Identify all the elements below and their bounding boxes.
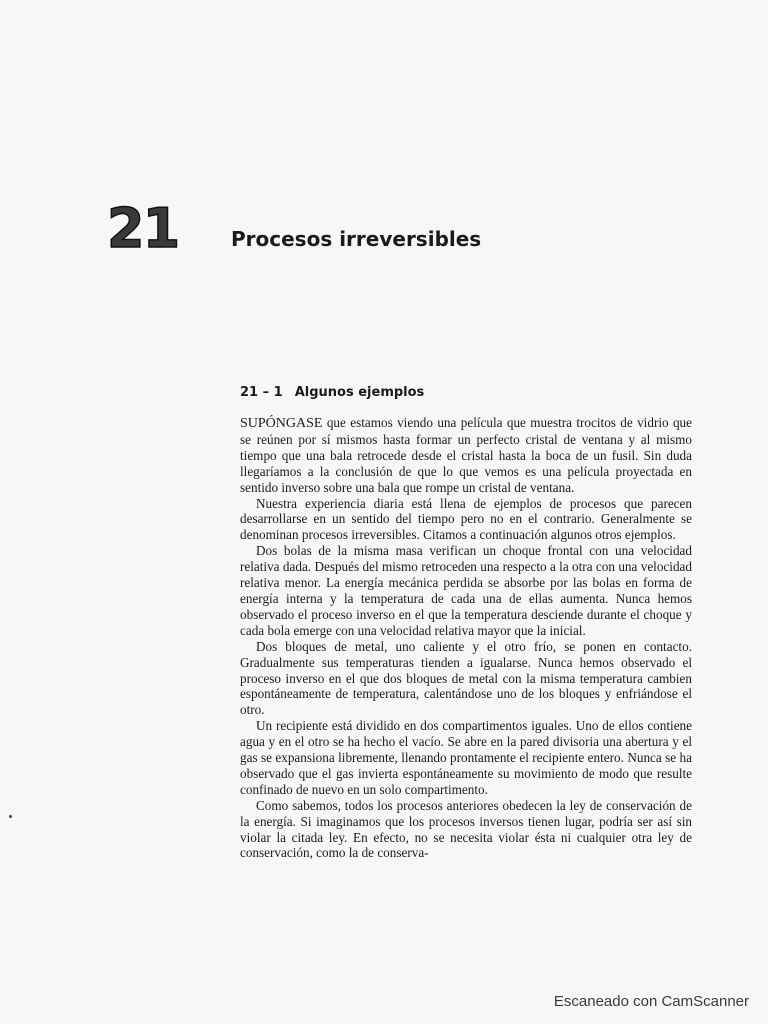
section-number: 21 – 1	[240, 385, 283, 400]
section-heading	[240, 385, 424, 400]
chapter-number: 21	[107, 197, 179, 260]
paragraph: Un recipiente está dividido en dos compartimentos iguales. Uno de ellos contiene agua y en el otro se ha hecho el vacío. Se abre en la pared divisoria una abertura y el gas se expansiona libremente, llenando prontamente el recipiente entero. Nunca se ha observado que el gas invierta espontáneamente su movimiento de modo que resulte confinado de nuevo en un solo compartimento.	[240, 718, 692, 797]
paragraph: Dos bolas de la misma masa verifican un choque frontal con una velocidad relativa dada. Después del mismo retroceden una respecto a la otra con una velocidad relativa menor. La energía mecánica perdida se absorbe por las bolas en forma de energía interna y la temperatura de cada una de ellas aumenta. Nunca hemos observado el proceso inverso en el que la temperatura desciende durante el choque y cada bola emerge con una velocidad relativa mayor que la inicial.	[240, 543, 692, 638]
paragraph: Como sabemos, todos los procesos anteriores obedecen la ley de conservación de la energía. Si imaginamos que los procesos inversos tienen lugar, podría ser así sin violar la citada ley. En efecto, no se necesita violar ésta ni cualquier otra ley de conservación, como la de conserva-	[240, 797, 692, 861]
paragraph-text: que estamos viendo una película que muestra trocitos de vidrio que se reúnen por sí mismos hasta formar un perfecto cristal de ventana y al mismo tiempo que una bala retrocede desde el cristal hasta la boca de un fusil. Sin duda llegaríamos a la conclusión de que lo que vemos es una película proyectada en sentido inverso sobre una bala que rompe un cristal de ventana.	[240, 415, 692, 495]
paragraph: Dos bloques de metal, uno caliente y el otro frío, se ponen en contacto. Gradualmente sus temperaturas tienden a igualarse. Nunca hemos observado el proceso inverso en el que dos bloques de metal con la misma temperatura cambien espontáneamente de temperatura, calentándose uno de los bloques y enfriándose el otro.	[240, 638, 692, 718]
paragraph: Nuestra experiencia diaria está llena de ejemplos de procesos que parecen desarrollarse en un sentido del tiempo pero no en el contrario. Generalmente se denominan procesos irreversibles. Citamos a continuación algunos otros ejemplos.	[240, 495, 692, 543]
scan-speck	[9, 815, 12, 818]
body-text	[240, 415, 692, 861]
paragraph-lead-word: SUPÓNGASE	[240, 416, 323, 431]
section-title: Algunos ejemplos	[294, 385, 425, 400]
camscanner-watermark: Escaneado con CamScanner	[553, 993, 749, 1010]
chapter-title: Procesos irreversibles	[231, 227, 482, 251]
paragraph	[240, 415, 692, 496]
